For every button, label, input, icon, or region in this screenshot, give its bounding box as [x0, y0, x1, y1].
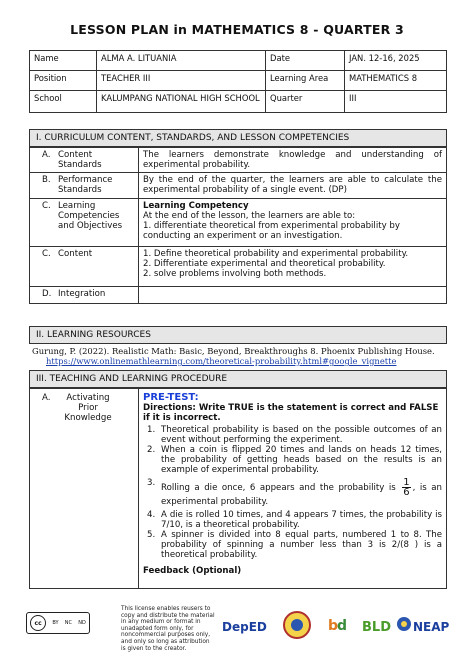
name-value: ALMA A. LITUANIA	[97, 51, 266, 71]
content-standards-text: The learners demonstrate knowledge and understanding of experimental probability.	[139, 148, 447, 173]
svg-text:b: b	[328, 618, 339, 634]
info-table	[29, 50, 447, 113]
content-line-2: 2. Differentiate experimental and theoretical probability.	[143, 259, 386, 269]
cc-by-label: BY	[52, 620, 59, 626]
row-label: Activating Prior Knowledge	[64, 393, 112, 423]
competency-line-2: 1. differentiate theoretical from experimental probability by conducting an experiment or an investigation.	[143, 221, 400, 241]
list-item: 3. Rolling a die once, 6 appears and the probability is $\frac{1}{6}$ , is an experimental probability.	[147, 477, 442, 507]
quarter-label: Quarter	[266, 91, 345, 113]
section-1-heading	[29, 129, 447, 147]
row-label: Performance Standards	[58, 175, 113, 195]
competency-line-1: At the end of the lesson, the learners are able to:	[143, 211, 356, 221]
list-item: 4. A die is rolled 10 times, and 4 appears 7 times, the probability is 7/10, is a theoretical probability.	[147, 510, 442, 530]
name-label: Name	[30, 51, 97, 71]
page-title: LESSON PLAN in MATHEMATICS 8 - QUARTER 3	[70, 22, 404, 37]
cc-nd-label: ND	[78, 620, 86, 626]
table-row	[30, 389, 447, 589]
svg-text:d: d	[337, 618, 348, 634]
school-label: School	[30, 91, 97, 113]
row-label: Content Standards	[58, 150, 102, 170]
pretest-heading: PRE-TEST:	[143, 392, 199, 403]
neap-logo: NEAP	[413, 620, 450, 634]
row-label: Content	[58, 249, 93, 259]
table-row	[30, 148, 447, 173]
cc-icon: cc	[30, 615, 46, 631]
reference-citation: Gurung, P. (2022). Realistic Math: Basic, Beyond, Breakthroughs 8. Phoenix Publishing House.	[32, 346, 435, 356]
deped-logo: DepED	[222, 620, 267, 634]
row-letter: D.	[42, 289, 52, 299]
cc-license-badge	[26, 612, 90, 634]
position-value: TEACHER III	[97, 71, 266, 91]
row-label: Integration	[58, 289, 106, 299]
row-letter: B.	[42, 175, 51, 185]
directions-text: Directions: Write TRUE is the statement is correct and FALSE if it is incorrect.	[143, 403, 439, 423]
section-2-heading: II. LEARNING RESOURCES	[29, 326, 447, 344]
list-item: 5. A spinner is divided into 8 equal parts, numbered 1 to 8. The probability of spinning a number less than 3 is 2/(8 ) is a theoretical probability.	[147, 530, 442, 560]
reference-link[interactable]: https://www.onlinemathlearning.com/theoretical-probability.html#google_vignette	[46, 356, 397, 366]
curriculum-table	[29, 147, 447, 304]
list-item: 1. Theoretical probability is based on the possible outcomes of an event without performing the experiment.	[147, 425, 442, 445]
position-label: Position	[30, 71, 97, 91]
seal-logo	[282, 610, 312, 640]
table-row	[30, 247, 447, 287]
quarter-value: III	[345, 91, 447, 113]
reference-block	[32, 346, 452, 366]
section-1-title: CURRICULUM CONTENT, STANDARDS, AND LESSON COMPETENCIES	[44, 133, 350, 143]
list-item: 2. When a coin is flipped 20 times and lands on heads 12 times, the probability of getting heads based on the results is an example of experimental probability.	[147, 445, 442, 475]
row-label: Learning Competencies and Objectives	[58, 201, 123, 231]
cc-nc-label: NC	[64, 620, 73, 626]
fraction: $\frac{1}{6}$	[403, 477, 410, 498]
learning-area-label: Learning Area	[266, 71, 345, 91]
feedback-label: Feedback (Optional)	[143, 566, 242, 576]
integration-text	[139, 287, 447, 304]
row-letter: C.	[42, 201, 51, 211]
competency-title: Learning Competency	[143, 201, 249, 211]
school-value: KALUMPANG NATIONAL HIGH SCHOOL	[97, 91, 266, 113]
neap-icon	[396, 616, 412, 632]
table-row	[30, 173, 447, 199]
section-1-number: I.	[36, 133, 42, 143]
license-text: This license enables reusers to copy and distribute the material in any medium or format in unadapted form only, for noncommercial purposes only, and only so long as attribution is given to the creator.	[121, 606, 215, 652]
row-letter: A.	[42, 150, 51, 160]
row-letter: C.	[42, 249, 51, 259]
bpd-logo	[326, 614, 356, 636]
table-row	[30, 287, 447, 304]
date-label: Date	[266, 51, 345, 71]
content-line-3: 2. solve problems involving both methods.	[143, 269, 327, 279]
row-letter: A.	[42, 393, 51, 403]
footer	[0, 604, 474, 669]
performance-standards-text: By the end of the quarter, the learners are able to calculate the experimental probability of a single event. (DP)	[139, 173, 447, 199]
bld-logo: BLD	[362, 620, 391, 635]
learning-area-value: MATHEMATICS 8	[345, 71, 447, 91]
content-line-1: 1. Define theoretical probability and experimental probability.	[143, 249, 409, 259]
question-list	[143, 425, 442, 560]
date-value: JAN. 12-16, 2025	[345, 51, 447, 71]
procedure-table	[29, 388, 447, 589]
section-3-heading: III. TEACHING AND LEARNING PROCEDURE	[29, 370, 447, 388]
table-row	[30, 199, 447, 247]
